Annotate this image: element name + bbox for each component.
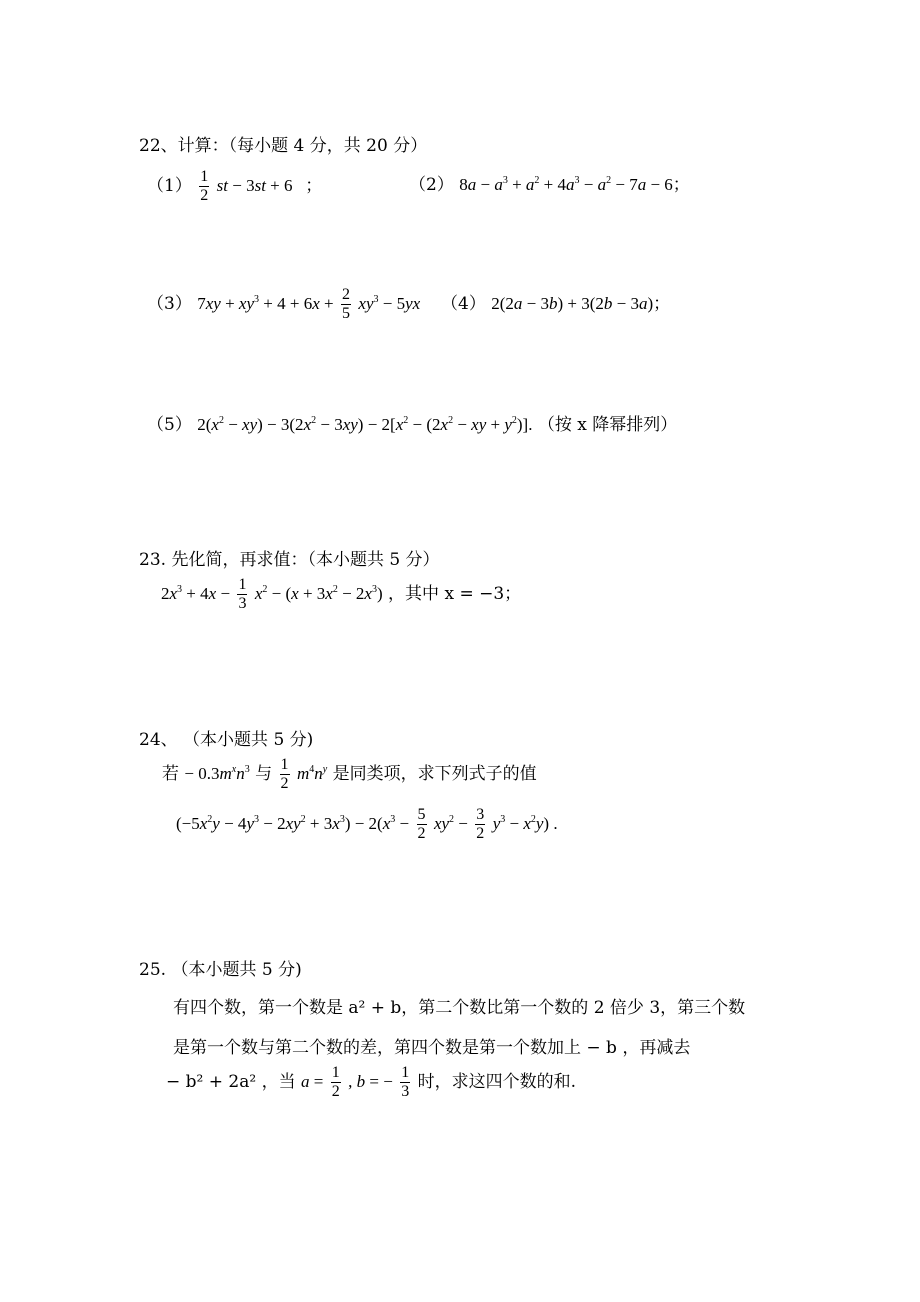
q25-line3-a: − b² + 2a² ，当 [166, 1072, 296, 1092]
q22-part1 [147, 168, 322, 205]
q23-heading: 23. 先化简，再求值：（本小题共 5 分） [139, 550, 440, 570]
q23-expression: $2x^3 + 4x$ − $\frac{1}{3}$ $x^2 - (x + 3x^2 - 2x^3)$ ，其中 x = −3； [161, 576, 522, 612]
q22-part5-note: （按 x 降幂排列） [537, 415, 678, 435]
fraction-one-third: $\frac{1}{3}$ [401, 1064, 410, 1100]
q25-line1: 有四个数，第一个数是 a² + b，第二个数比第一个数的 2 倍少 3，第三个数 [173, 998, 746, 1018]
q22-part5-expr: $2(x^2 - xy) - 3(2x^2 - 3xy) - 2[x^2 - (2x^2$ − xy + $y^2$)]. [197, 415, 533, 434]
q22-part2-label: （2） [409, 175, 454, 195]
q22-part1-expr: st − 3st + 6 ； [216, 176, 323, 195]
q22-part2-expr: $8a - a^3 + a^2 + 4a^3 - a^2 - 7a - 6$； [459, 175, 690, 194]
q22-part3: （3） $7xy + xy^3 + 4 + 6x$ + $\frac{2}{5}$ $xy^3 - 5yx$ （4） 2(2a − 3b) + 3(2b − 3a)； [147, 286, 671, 322]
fraction-one-third: $\frac{1}{3}$ [238, 576, 247, 612]
q22-part4-expr: 2(2a − 3b) + 3(2b − 3a)； [491, 294, 671, 313]
q22-part5-label: （5） [147, 415, 192, 435]
q25-line3: − b² + 2a² ，当 a = $\frac{1}{2}$ , b = − $\frac{1}{3}$ 时，求这四个数的和. [166, 1064, 577, 1100]
q22-part2 [409, 176, 690, 194]
fraction-one-half: $\frac{1}{2}$ [200, 168, 209, 204]
q22-part1-label: （1） [147, 176, 192, 196]
q22-part5 [147, 416, 677, 434]
q22-heading: 22、计算：（每小题 4 分，共 20 分） [139, 136, 428, 156]
q24-text-mid: 与 [255, 764, 273, 784]
q24-text-prefix: 若 [162, 764, 179, 784]
q24-heading: 24、 （本小题共 5 分) [139, 730, 314, 750]
q22-part3-label: （3） [147, 294, 192, 314]
q23-condition: ，其中 x = −3； [388, 584, 522, 604]
q22-part4-label: （4） [441, 294, 486, 314]
q25-line2: 是第一个数与第二个数的差，第四个数是第一个数加上 − b ，再减去 [173, 1038, 691, 1058]
fraction-two-fifths: $\frac{2}{5}$ [342, 286, 350, 322]
fraction-three-halves: $\frac{3}{2}$ [476, 806, 485, 842]
q24-expression: $(-5x^2y - 4y^3 - 2xy^2 + 3x^3) - 2(x^3$ − $\frac{5}{2}$ $xy^2$ − $\frac{3}{2}$ $y^3 - x^2y$) . [176, 806, 558, 842]
q24-statement: 若 − $0.3m^xn^3$ 与 $\frac{1}{2}$ $m^4n^y$ 是同类项，求下列式子的值 [162, 756, 537, 792]
q22-part3-expr: $7xy + xy^3 + 4 + 6x$ + [197, 294, 334, 313]
q25-line3-b: 时，求这四个数的和. [417, 1072, 577, 1092]
fraction-one-half: $\frac{1}{2}$ [331, 1064, 340, 1100]
q24-text-suffix: 是同类项，求下列式子的值 [332, 764, 537, 784]
q25-heading: 25. （本小题共 5 分) [139, 960, 302, 980]
fraction-one-half: $\frac{1}{2}$ [280, 756, 289, 792]
fraction-five-halves: $\frac{5}{2}$ [417, 806, 426, 842]
